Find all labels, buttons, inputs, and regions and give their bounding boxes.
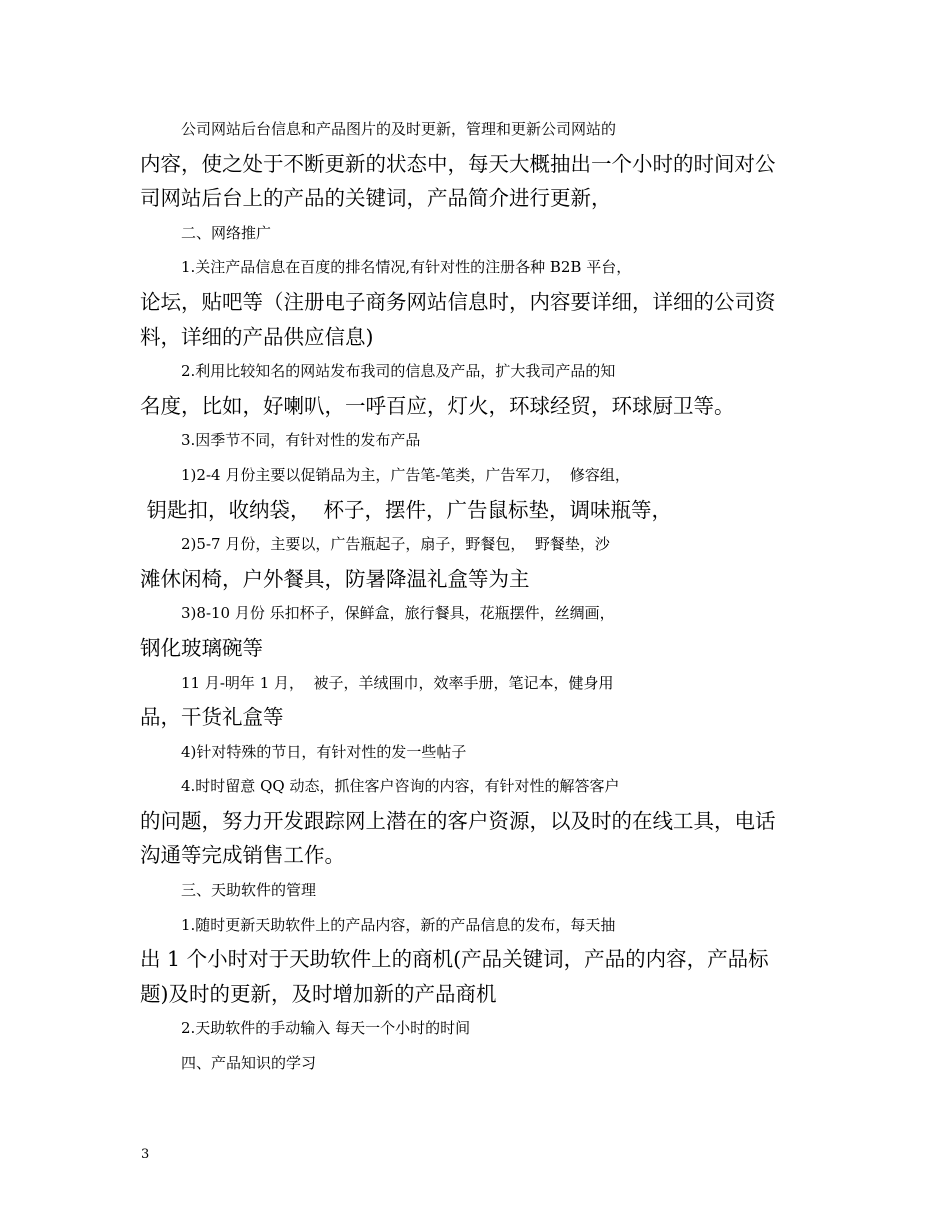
text-line: 3)8-10 月份 乐扣杯子，保鲜盒，旅行餐具，花瓶摆件，丝绸画， (181, 604, 615, 623)
text-line: 论坛，贴吧等（注册电子商务网站信息时，内容要详细，详细的公司资 (140, 289, 776, 314)
text-line: 钢化玻璃碗等 (140, 635, 263, 660)
text-line: 2)5-7 月份，主要以，广告瓶起子，扇子，野餐包， 野餐垫，沙 (181, 535, 610, 554)
text-line: 3.因季节不同，有针对性的发布产品 (181, 431, 421, 450)
text-line: 1.随时更新天助软件上的产品内容，新的产品信息的发布，每天抽 (181, 915, 616, 934)
text-line: 司网站后台上的产品的关键词，产品简介进行更新， (140, 186, 612, 211)
text-line: 内容，使之处于不断更新的状态中，每天大概抽出一个小时的时间对公 (140, 151, 776, 176)
document-text (140, 112, 820, 1081)
text-line: 2.利用比较知名的网站发布我司的信息及产品，扩大我司产品的知 (181, 362, 616, 381)
text-line: 的问题，努力开发跟踪网上潜在的客户资源，以及时的在线工具，电话 (140, 808, 776, 833)
text-line: 2.天助软件的手动输入 每天一个小时的时间 (181, 1019, 471, 1038)
text-line: 公司网站后台信息和产品图片的及时更新，管理和更新公司网站的 (181, 120, 617, 138)
text-line: 滩休闲椅，户外餐具，防暑降温礼盒等为主 (140, 566, 530, 591)
text-line: 沟通等完成销售工作。 (140, 843, 345, 868)
text-line: 1)2-4 月份主要以促销品为主，广告笔-笔类，广告军刀， 修容组， (181, 465, 630, 484)
text-line: 11 月-明年 1 月， 被子，羊绒围巾，效率手册，笔记本，健身用 (181, 673, 614, 692)
section-heading: 二、网络推广 (181, 223, 272, 242)
text-line: 1.关注产品信息在百度的排名情况,有针对性的注册各种 B2B 平台， (181, 258, 632, 277)
text-line: 名度，比如，好喇叭，一呼百应，灯火，环球经贸，环球厨卫等。 (140, 393, 735, 418)
section-heading: 四、产品知识的学习 (181, 1054, 317, 1073)
text-line: 品，干货礼盒等 (140, 705, 284, 730)
page-number: 3 (141, 1147, 150, 1162)
text-line: 4)针对特殊的节日，有针对性的发一些帖子 (181, 742, 467, 761)
text-line: 料，详细的产品供应信息) (140, 324, 374, 349)
document-body (140, 112, 820, 1081)
section-heading: 三、天助软件的管理 (181, 881, 317, 900)
text-line: 出 1 个小时对于天助软件上的商机(产品关键词，产品的内容，产品标 (140, 947, 769, 972)
text-line: 4.时时留意 QQ 动态，抓住客户咨询的内容，有针对性的解答客户 (181, 777, 620, 796)
text-line: 题)及时的更新，及时增加新的产品商机 (140, 981, 497, 1006)
text-line: 钥匙扣，收纳袋， 杯子，摆件，广告鼠标垫，调味瓶等， (140, 497, 673, 522)
